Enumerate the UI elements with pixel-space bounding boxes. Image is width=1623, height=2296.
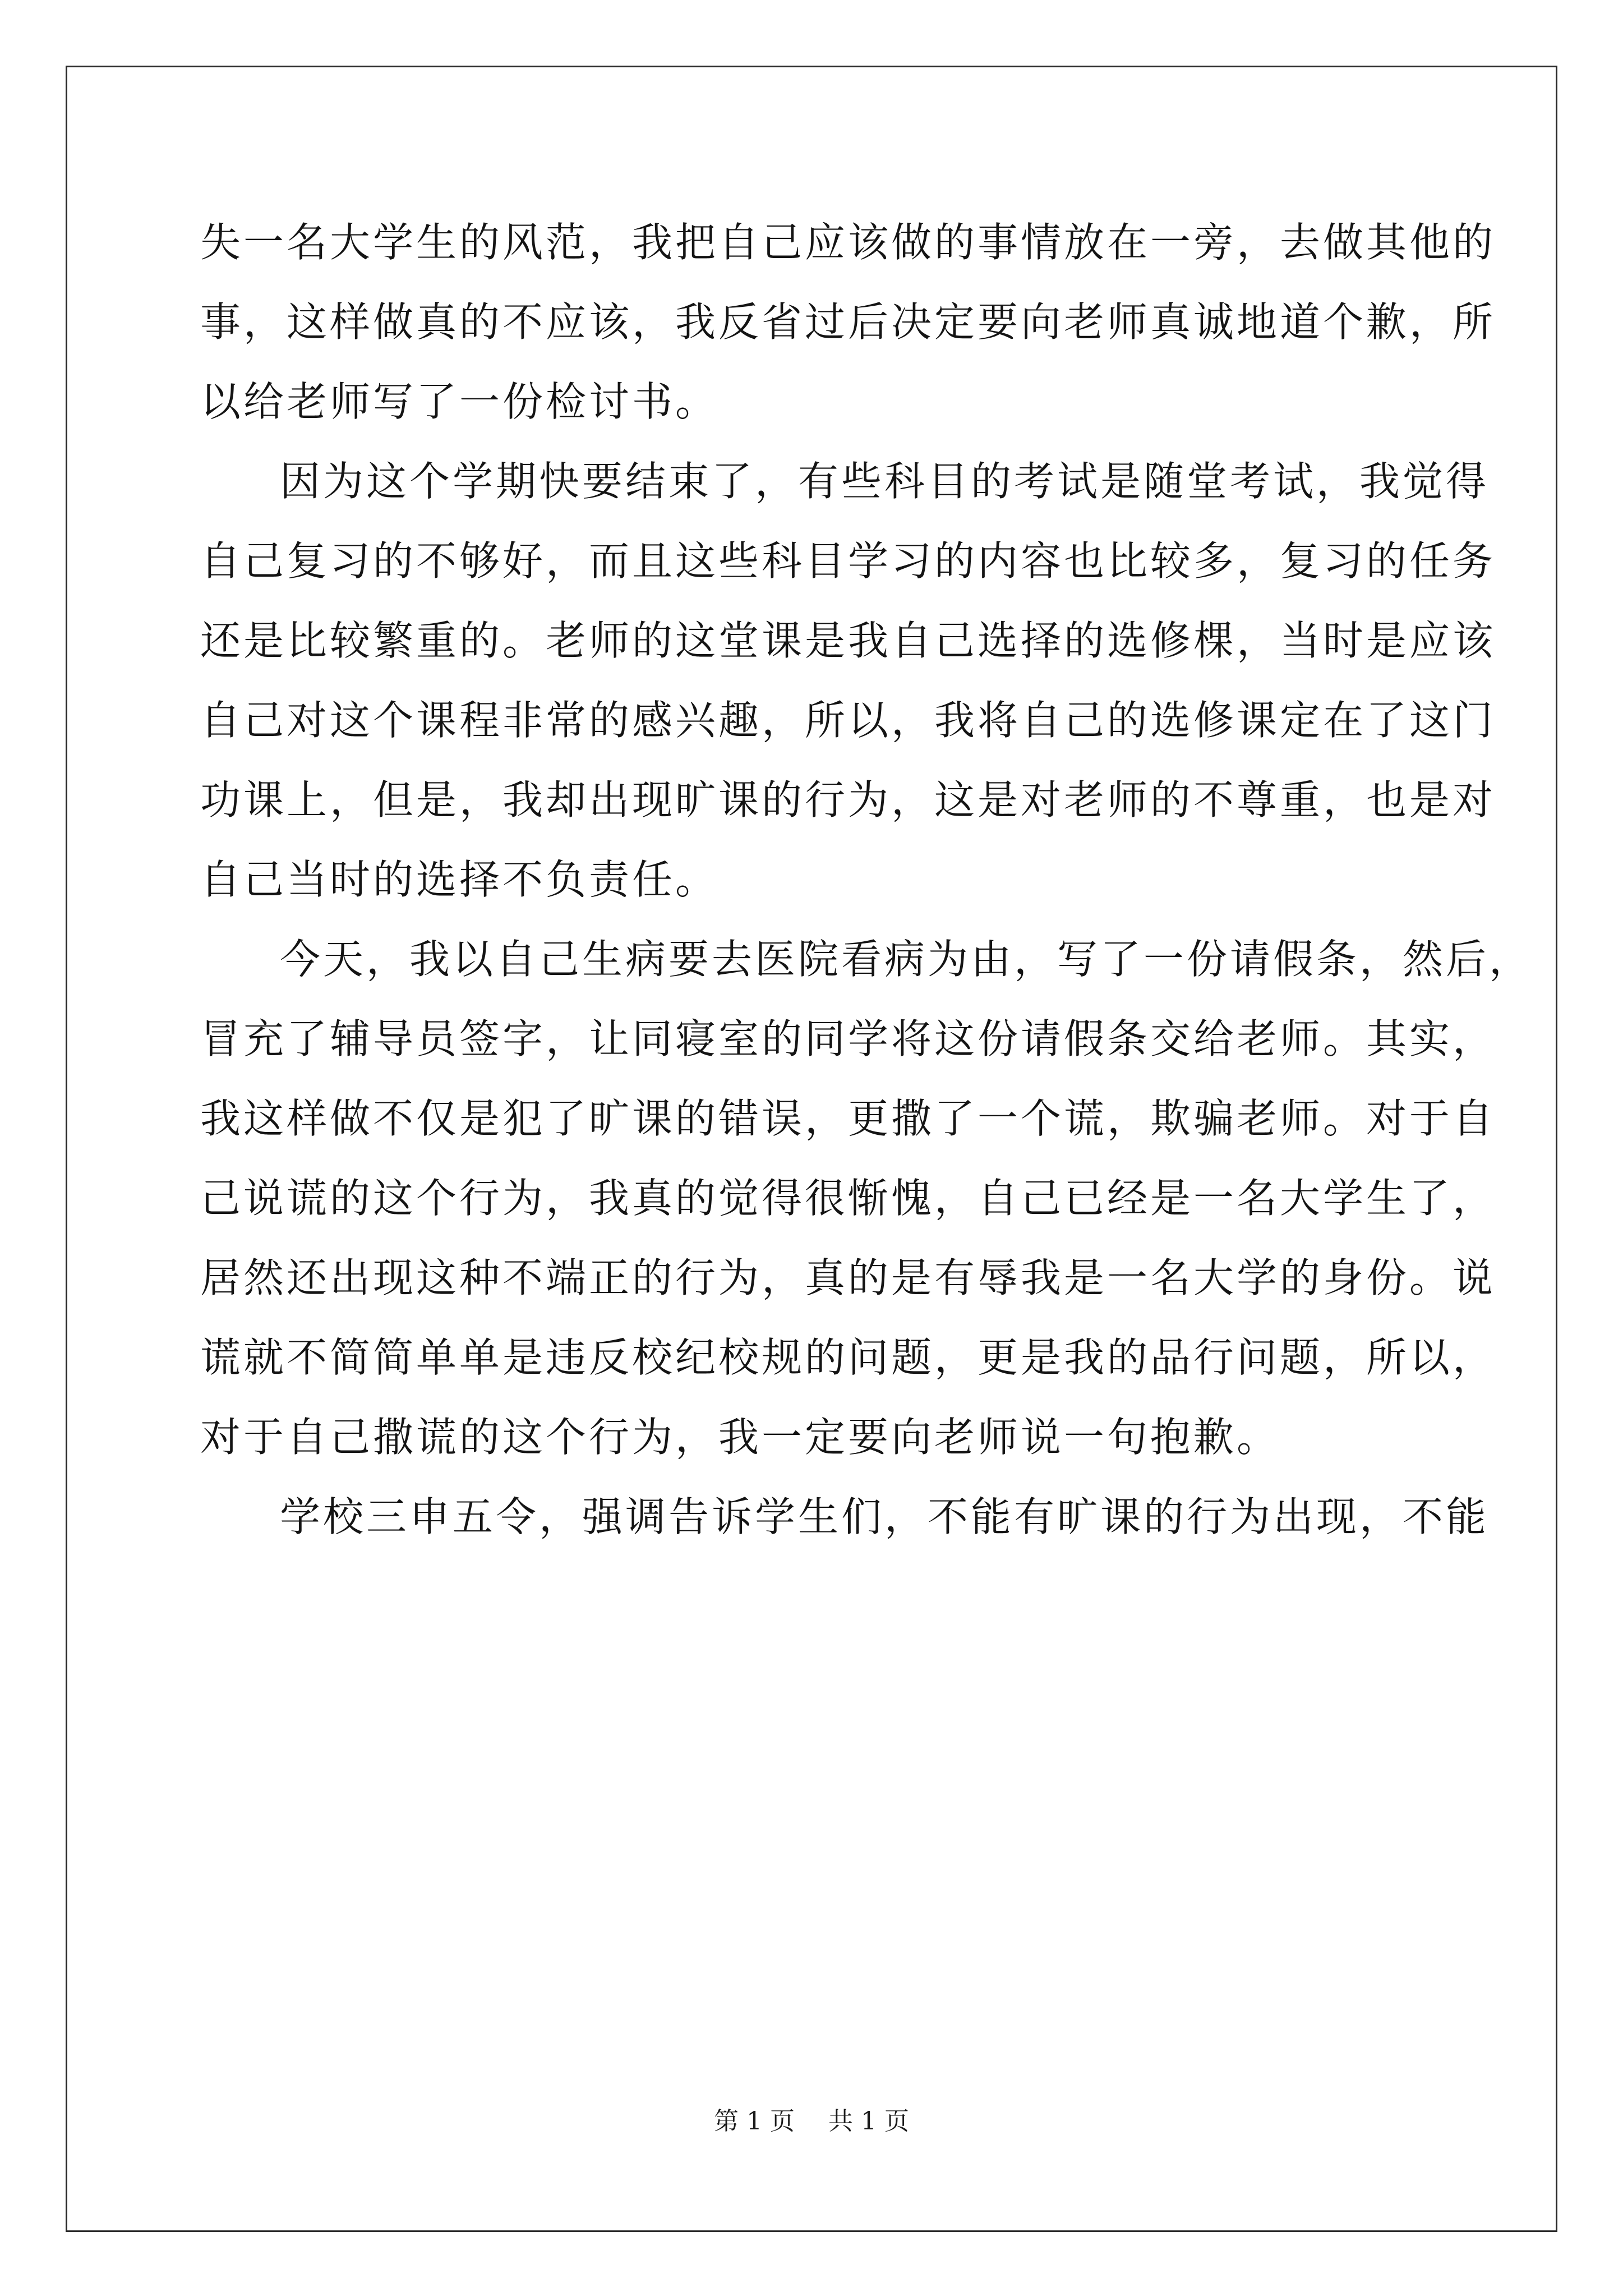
text-line: 事，这样做真的不应该，我反省过后决定要向老师真诚地道个歉，所 (200, 298, 1496, 346)
text-line: 我这样做不仅是犯了旷课的错误，更撒了一个谎，欺骗老师。对于自 (200, 1095, 1496, 1142)
text-line: 还是比较繁重的。老师的这堂课是我自己选择的选修棵，当时是应该 (200, 617, 1496, 664)
text-line: 居然还出现这种不端正的行为，真的是有辱我是一名大学的身份。说 (200, 1254, 1496, 1301)
text-line: 冒充了辅导员签字，让同寝室的同学将这份请假条交给老师。其实， (200, 1015, 1496, 1062)
text-line: 自己对这个课程非常的感兴趣，所以，我将自己的选修课定在了这门 (200, 697, 1496, 744)
paragraph-start-line: 今天，我以自己生病要去医院看病为由，写了一份请假条，然后， (280, 936, 1533, 983)
page-footer (0, 2109, 1623, 2134)
text-line: 己说谎的这个行为，我真的觉得很惭愧，自己已经是一名大学生了， (200, 1175, 1496, 1222)
paragraph-start-line: 学校三申五令，强调告诉学生们，不能有旷课的行为出现，不能 (280, 1493, 1490, 1540)
text-line: 自己当时的选择不负责任。 (200, 856, 719, 903)
text-line: 以给老师写了一份检讨书。 (200, 378, 719, 425)
text-line: 对于自己撒谎的这个行为，我一定要向老师说一句抱歉。 (200, 1414, 1280, 1461)
text-line: 功课上，但是，我却出现旷课的行为，这是对老师的不尊重，也是对 (200, 776, 1496, 823)
text-line: 自己复习的不够好，而且这些科目学习的内容也比较多，复习的任务 (200, 537, 1496, 585)
page-total: 共 1 页 (828, 2107, 909, 2136)
page-number: 第 1 页 (714, 2107, 795, 2136)
paragraph-start-line: 因为这个学期快要结束了，有些科目的考试是随堂考试，我觉得 (280, 458, 1490, 505)
text-line: 失一名大学生的风范，我把自己应该做的事情放在一旁，去做其他的 (200, 219, 1496, 266)
text-line: 谎就不简简单单是违反校纪校规的问题，更是我的品行问题，所以， (200, 1334, 1496, 1381)
